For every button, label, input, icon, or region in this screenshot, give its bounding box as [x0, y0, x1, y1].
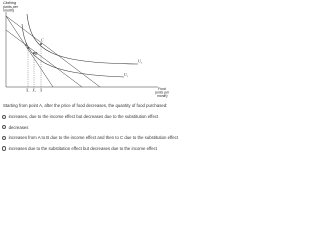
y-axis-label — [3, 1, 19, 13]
x-axis-label-line-1: Food — [158, 87, 166, 91]
x2-tick-label: X₂ — [32, 88, 36, 93]
option-4-label[interactable]: increases due to the substitution effect but decreases due to the income effect — [8, 145, 157, 151]
option-2[interactable] — [2, 125, 199, 130]
option-4-radio[interactable] — [2, 146, 6, 150]
y-axis-label-line-3: month) — [3, 8, 15, 13]
x1-tick-label: X₁ — [26, 88, 30, 93]
u1-label: U₁ — [124, 73, 129, 77]
indifference-curve-u2 — [27, 14, 138, 64]
option-2-radio[interactable] — [2, 125, 6, 129]
x-axis-label-line-2: (units per — [155, 90, 170, 95]
point-a-marker — [27, 47, 29, 49]
x-tick-label: X — [40, 88, 43, 93]
point-a-label: A — [25, 43, 28, 47]
option-1[interactable] — [2, 114, 199, 119]
indifference-curve-u1 — [22, 24, 124, 77]
point-b-label: B — [35, 52, 38, 56]
option-3-radio[interactable] — [2, 136, 6, 140]
point-c-marker — [40, 43, 42, 45]
option-1-label[interactable]: increases, due to the income effect but decreases due to the substitution effect — [8, 114, 159, 119]
y-axis-label-line-2: (units per — [3, 4, 18, 9]
x-axis-label-line-3: month) — [157, 94, 168, 99]
point-c-label: C — [41, 38, 44, 43]
u2-label: U₂ — [138, 59, 143, 64]
option-1-radio[interactable] — [2, 115, 6, 119]
question-text: Starting from point A, after the price of food decreases, the quantity of food purchased: — [3, 103, 168, 108]
new-budget-line — [6, 16, 100, 87]
option-3[interactable] — [2, 135, 199, 140]
answer-options — [2, 114, 199, 156]
option-2-label[interactable]: decreases — [8, 124, 29, 130]
x-axis-label — [155, 87, 170, 98]
option-4[interactable] — [2, 146, 199, 151]
option-3-label[interactable]: increases from A to B due to the income effect and then to C due to the substitution effect — [8, 135, 179, 141]
y-axis-label-line-1: Clothing — [3, 1, 17, 5]
consumer-choice-graph — [0, 0, 200, 100]
